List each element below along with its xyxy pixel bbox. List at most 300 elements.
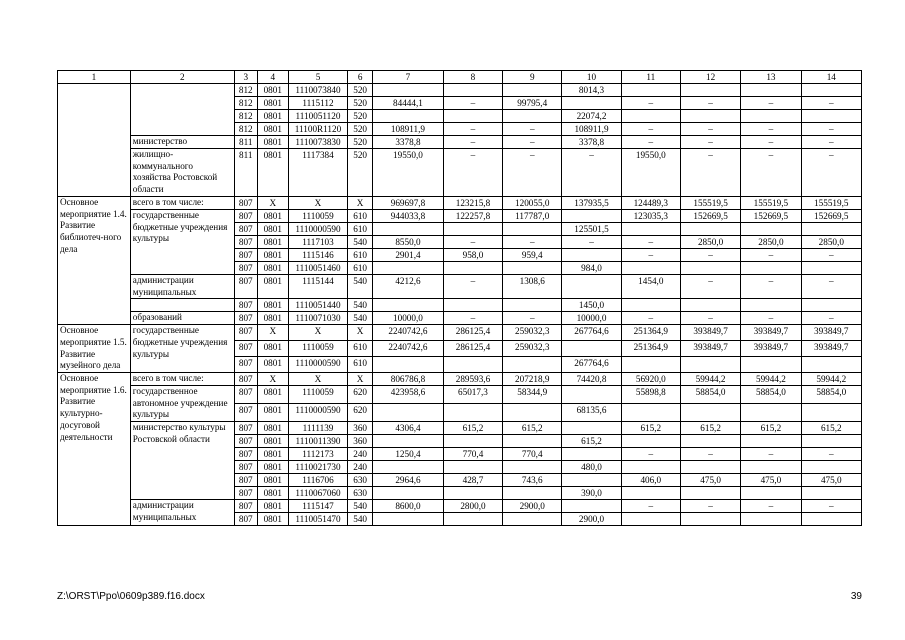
value-cell	[443, 110, 502, 123]
value-cell: 540	[348, 299, 373, 312]
value-cell: 610	[348, 248, 373, 261]
value-cell: 812	[234, 84, 257, 97]
executor-cell: администрации муниципальных	[130, 274, 234, 298]
value-cell: 1110051120	[288, 110, 347, 123]
value-cell: 0801	[257, 312, 288, 325]
value-cell: 1110021730	[288, 461, 347, 474]
value-cell: 807	[234, 299, 257, 312]
value-cell: 0801	[257, 136, 288, 149]
value-cell: 1110051460	[288, 261, 347, 274]
value-cell	[801, 84, 861, 97]
value-cell: 58854,0	[801, 386, 861, 404]
value-cell: 615,2	[503, 422, 562, 435]
value-cell: 540	[348, 274, 373, 298]
measure-name-cell: Основное мероприятие 1.5. Развитие музейного дела	[58, 325, 131, 373]
value-cell: 1250,4	[373, 448, 444, 461]
value-cell: 1450,0	[562, 299, 621, 312]
value-cell: Х	[348, 325, 373, 341]
value-cell: 58344,9	[503, 386, 562, 404]
value-cell: 807	[234, 461, 257, 474]
value-cell	[680, 222, 740, 235]
value-cell: –	[801, 136, 861, 149]
value-cell: 267764,6	[562, 357, 621, 373]
value-cell: –	[680, 312, 740, 325]
executor-cell: министерство	[130, 136, 234, 149]
value-cell	[801, 261, 861, 274]
value-cell	[741, 222, 801, 235]
executor-cell: министерство культуры Ростовской области	[130, 422, 234, 500]
value-cell: –	[801, 248, 861, 261]
value-cell	[680, 513, 740, 526]
value-cell: 393849,7	[680, 325, 740, 341]
value-cell: 812	[234, 110, 257, 123]
value-cell	[562, 448, 621, 461]
executor-cell: жилищно-коммунального хозяйства Ростовской области	[130, 149, 234, 197]
value-cell: 0801	[257, 357, 288, 373]
value-cell: 10000,0	[562, 312, 621, 325]
value-cell: 807	[234, 373, 257, 386]
value-cell: 1110000590	[288, 222, 347, 235]
value-cell	[443, 487, 502, 500]
value-cell: 807	[234, 222, 257, 235]
value-cell: 0801	[257, 404, 288, 422]
value-cell: Х	[348, 196, 373, 209]
value-cell	[621, 84, 680, 97]
value-cell	[621, 110, 680, 123]
header-cell: 2	[130, 71, 234, 84]
value-cell: 1111139	[288, 422, 347, 435]
value-cell: 475,0	[741, 474, 801, 487]
value-cell: 540	[348, 235, 373, 248]
value-cell: 811	[234, 149, 257, 197]
value-cell: 2850,0	[801, 235, 861, 248]
value-cell	[801, 404, 861, 422]
value-cell: 267764,6	[562, 325, 621, 341]
value-cell: 1110051440	[288, 299, 347, 312]
value-cell	[680, 84, 740, 97]
value-cell	[373, 357, 444, 373]
value-cell: 812	[234, 97, 257, 110]
value-cell: –	[801, 448, 861, 461]
value-cell: 1110073830	[288, 136, 347, 149]
value-cell: –	[562, 149, 621, 197]
header-cell: 4	[257, 71, 288, 84]
value-cell: 1115144	[288, 274, 347, 298]
header-cell: 13	[741, 71, 801, 84]
value-cell	[562, 274, 621, 298]
value-cell	[562, 341, 621, 357]
value-cell	[562, 386, 621, 404]
value-cell	[443, 435, 502, 448]
value-cell: 475,0	[680, 474, 740, 487]
measure-name-cell	[58, 84, 131, 197]
header-row	[58, 71, 862, 84]
value-cell	[503, 261, 562, 274]
value-cell: 807	[234, 448, 257, 461]
value-cell: 1110011390	[288, 435, 347, 448]
value-cell: 2240742,6	[373, 325, 444, 341]
value-cell: 99795,4	[503, 97, 562, 110]
value-cell	[621, 513, 680, 526]
value-cell: 152669,5	[801, 209, 861, 222]
value-cell: –	[741, 500, 801, 513]
table-row	[58, 386, 862, 404]
value-cell: 240	[348, 461, 373, 474]
value-cell: –	[741, 123, 801, 136]
value-cell: 0801	[257, 435, 288, 448]
value-cell: 8600,0	[373, 500, 444, 513]
value-cell: –	[621, 235, 680, 248]
value-cell	[741, 513, 801, 526]
value-cell	[680, 461, 740, 474]
value-cell: 630	[348, 487, 373, 500]
value-cell: 1110059	[288, 209, 347, 222]
table-body	[58, 84, 862, 526]
value-cell: 807	[234, 422, 257, 435]
value-cell: 0801	[257, 209, 288, 222]
value-cell: Х	[257, 196, 288, 209]
value-cell: 8550,0	[373, 235, 444, 248]
value-cell	[621, 404, 680, 422]
value-cell: 0801	[257, 386, 288, 404]
value-cell: 807	[234, 209, 257, 222]
value-cell	[503, 84, 562, 97]
value-cell: 770,4	[503, 448, 562, 461]
value-cell: –	[680, 136, 740, 149]
value-cell: 2900,0	[562, 513, 621, 526]
value-cell	[680, 487, 740, 500]
value-cell: –	[680, 149, 740, 197]
value-cell	[503, 513, 562, 526]
value-cell: –	[680, 500, 740, 513]
executor-cell: всего в том числе:	[130, 196, 234, 209]
value-cell: 152669,5	[680, 209, 740, 222]
header-cell: 7	[373, 71, 444, 84]
value-cell: 2800,0	[443, 500, 502, 513]
value-cell: 807	[234, 196, 257, 209]
value-cell: 480,0	[562, 461, 621, 474]
value-cell: 1110059	[288, 341, 347, 357]
value-cell: 807	[234, 248, 257, 261]
value-cell	[373, 404, 444, 422]
executor-cell: государственные бюджетные учреждения культуры	[130, 325, 234, 373]
value-cell: 2240742,6	[373, 341, 444, 357]
value-cell: 56920,0	[621, 373, 680, 386]
value-cell	[562, 474, 621, 487]
value-cell: 251364,9	[621, 341, 680, 357]
value-cell	[741, 110, 801, 123]
value-cell: 475,0	[801, 474, 861, 487]
value-cell: –	[621, 448, 680, 461]
value-cell: –	[503, 312, 562, 325]
value-cell: 610	[348, 209, 373, 222]
value-cell	[373, 461, 444, 474]
value-cell	[373, 299, 444, 312]
value-cell: 55898,8	[621, 386, 680, 404]
value-cell: 360	[348, 435, 373, 448]
value-cell	[621, 299, 680, 312]
value-cell	[621, 435, 680, 448]
value-cell: 68135,6	[562, 404, 621, 422]
value-cell: –	[443, 312, 502, 325]
value-cell: 807	[234, 341, 257, 357]
value-cell: Х	[288, 325, 347, 341]
value-cell	[562, 209, 621, 222]
value-cell: 807	[234, 325, 257, 341]
value-cell: 286125,4	[443, 341, 502, 357]
value-cell: 1110051470	[288, 513, 347, 526]
value-cell: 0801	[257, 422, 288, 435]
value-cell	[741, 404, 801, 422]
value-cell: 1110073840	[288, 84, 347, 97]
value-cell: 122257,8	[443, 209, 502, 222]
value-cell: 84444,1	[373, 97, 444, 110]
value-cell: 393849,7	[680, 341, 740, 357]
value-cell: –	[741, 248, 801, 261]
value-cell	[503, 222, 562, 235]
value-cell	[680, 110, 740, 123]
value-cell: –	[680, 123, 740, 136]
value-cell	[801, 435, 861, 448]
value-cell	[503, 357, 562, 373]
value-cell	[562, 97, 621, 110]
header-cell: 12	[680, 71, 740, 84]
value-cell: 1110059	[288, 386, 347, 404]
value-cell: 0801	[257, 461, 288, 474]
value-cell: 19550,0	[373, 149, 444, 197]
value-cell: –	[741, 274, 801, 298]
value-cell	[621, 222, 680, 235]
value-cell: 610	[348, 357, 373, 373]
value-cell: 423958,6	[373, 386, 444, 404]
value-cell	[801, 513, 861, 526]
value-cell	[680, 261, 740, 274]
footer-page-number: 39	[850, 591, 862, 602]
value-cell	[741, 357, 801, 373]
value-cell: 1117103	[288, 235, 347, 248]
value-cell: 0801	[257, 500, 288, 513]
measure-name-cell: Основное мероприятие 1.4. Развитие библиотеч-ного дела	[58, 196, 131, 324]
executor-cell	[130, 299, 234, 312]
value-cell: 807	[234, 474, 257, 487]
value-cell: –	[801, 123, 861, 136]
value-cell: 123215,8	[443, 196, 502, 209]
value-cell: –	[443, 274, 502, 298]
value-cell: 520	[348, 123, 373, 136]
value-cell	[801, 357, 861, 373]
value-cell: 610	[348, 341, 373, 357]
value-cell	[443, 513, 502, 526]
value-cell: 0801	[257, 513, 288, 526]
value-cell: 807	[234, 386, 257, 404]
value-cell: 1454,0	[621, 274, 680, 298]
value-cell: 520	[348, 136, 373, 149]
value-cell: 393849,7	[741, 325, 801, 341]
value-cell: 393849,7	[801, 341, 861, 357]
value-cell	[621, 487, 680, 500]
value-cell: 4306,4	[373, 422, 444, 435]
value-cell: 59944,2	[741, 373, 801, 386]
value-cell: 1112173	[288, 448, 347, 461]
value-cell: –	[801, 312, 861, 325]
value-cell	[443, 357, 502, 373]
value-cell: –	[621, 123, 680, 136]
value-cell	[680, 435, 740, 448]
value-cell: 0801	[257, 97, 288, 110]
table-row	[58, 500, 862, 513]
value-cell: 0801	[257, 261, 288, 274]
table-row	[58, 274, 862, 298]
value-cell	[503, 299, 562, 312]
value-cell: 2900,0	[503, 500, 562, 513]
value-cell: 630	[348, 474, 373, 487]
value-cell	[503, 435, 562, 448]
header-cell: 9	[503, 71, 562, 84]
value-cell	[562, 248, 621, 261]
executor-cell: государственные бюджетные учреждения культуры	[130, 209, 234, 274]
value-cell: –	[621, 136, 680, 149]
value-cell: 1116706	[288, 474, 347, 487]
value-cell: 620	[348, 386, 373, 404]
value-cell	[503, 110, 562, 123]
value-cell: 259032,3	[503, 325, 562, 341]
value-cell: 615,2	[741, 422, 801, 435]
value-cell: 812	[234, 123, 257, 136]
value-cell: 0801	[257, 274, 288, 298]
value-cell: –	[621, 97, 680, 110]
value-cell: 393849,7	[801, 325, 861, 341]
value-cell: 610	[348, 222, 373, 235]
value-cell	[621, 261, 680, 274]
value-cell: 807	[234, 235, 257, 248]
value-cell: Х	[288, 373, 347, 386]
value-cell: –	[443, 235, 502, 248]
value-cell	[680, 357, 740, 373]
value-cell: 944033,8	[373, 209, 444, 222]
executor-cell	[130, 84, 234, 136]
value-cell: 251364,9	[621, 325, 680, 341]
executor-cell: государственное автономное учреждение культуры	[130, 386, 234, 422]
value-cell: 615,2	[443, 422, 502, 435]
value-cell: 1115112	[288, 97, 347, 110]
value-cell	[562, 422, 621, 435]
value-cell: 286125,4	[443, 325, 502, 341]
value-cell: –	[443, 149, 502, 197]
value-cell	[443, 461, 502, 474]
value-cell: 620	[348, 404, 373, 422]
value-cell: 610	[348, 261, 373, 274]
value-cell	[443, 404, 502, 422]
value-cell	[443, 222, 502, 235]
value-cell: 152669,5	[741, 209, 801, 222]
value-cell: 22074,2	[562, 110, 621, 123]
value-cell: –	[562, 235, 621, 248]
value-cell: –	[503, 149, 562, 197]
value-cell: 770,4	[443, 448, 502, 461]
value-cell: 406,0	[621, 474, 680, 487]
value-cell	[801, 487, 861, 500]
table-row	[58, 136, 862, 149]
value-cell: 0801	[257, 448, 288, 461]
value-cell: 19550,0	[621, 149, 680, 197]
value-cell: 0801	[257, 84, 288, 97]
value-cell	[801, 299, 861, 312]
value-cell: 0801	[257, 123, 288, 136]
value-cell: 3378,8	[562, 136, 621, 149]
value-cell: –	[801, 149, 861, 197]
value-cell: –	[801, 274, 861, 298]
table-row	[58, 209, 862, 222]
value-cell: 10000,0	[373, 312, 444, 325]
value-cell	[741, 299, 801, 312]
table-row	[58, 325, 862, 341]
value-cell: 540	[348, 500, 373, 513]
value-cell: –	[503, 136, 562, 149]
value-cell: 1115146	[288, 248, 347, 261]
value-cell: 807	[234, 404, 257, 422]
value-cell: 59944,2	[801, 373, 861, 386]
measure-name-cell: Основное мероприятие 1.6. Развитие культурно-досуговой деятельности	[58, 373, 131, 526]
header-cell: 1	[58, 71, 131, 84]
value-cell: 969697,8	[373, 196, 444, 209]
header-cell: 6	[348, 71, 373, 84]
value-cell: –	[503, 235, 562, 248]
footer-file-path: Z:\ORST\Ppo\0609p389.f16.docx	[57, 591, 205, 602]
value-cell: –	[621, 312, 680, 325]
value-cell: 1115147	[288, 500, 347, 513]
value-cell: 0801	[257, 487, 288, 500]
value-cell: –	[680, 248, 740, 261]
value-cell: 2964,6	[373, 474, 444, 487]
value-cell: 615,2	[680, 422, 740, 435]
value-cell: –	[680, 274, 740, 298]
executor-cell: образований	[130, 312, 234, 325]
value-cell: –	[741, 97, 801, 110]
value-cell: 360	[348, 422, 373, 435]
value-cell: 137935,5	[562, 196, 621, 209]
value-cell: 123035,3	[621, 209, 680, 222]
value-cell	[373, 513, 444, 526]
value-cell: 743,6	[503, 474, 562, 487]
value-cell: 1110000590	[288, 357, 347, 373]
header-cell: 5	[288, 71, 347, 84]
value-cell: 428,7	[443, 474, 502, 487]
value-cell: 125501,5	[562, 222, 621, 235]
value-cell	[741, 461, 801, 474]
value-cell: –	[443, 136, 502, 149]
value-cell	[801, 222, 861, 235]
value-cell: 117787,0	[503, 209, 562, 222]
value-cell: –	[503, 123, 562, 136]
value-cell: 520	[348, 84, 373, 97]
value-cell: 1110000590	[288, 404, 347, 422]
value-cell: 520	[348, 110, 373, 123]
value-cell: 124489,3	[621, 196, 680, 209]
value-cell	[562, 500, 621, 513]
value-cell: 0801	[257, 341, 288, 357]
header-cell: 3	[234, 71, 257, 84]
value-cell: –	[741, 136, 801, 149]
value-cell: 240	[348, 448, 373, 461]
value-cell: 155519,5	[741, 196, 801, 209]
value-cell: 984,0	[562, 261, 621, 274]
value-cell: 1110067060	[288, 487, 347, 500]
value-cell	[373, 487, 444, 500]
value-cell	[503, 487, 562, 500]
value-cell: –	[443, 97, 502, 110]
table-row	[58, 373, 862, 386]
executor-cell: всего в том числе:	[130, 373, 234, 386]
